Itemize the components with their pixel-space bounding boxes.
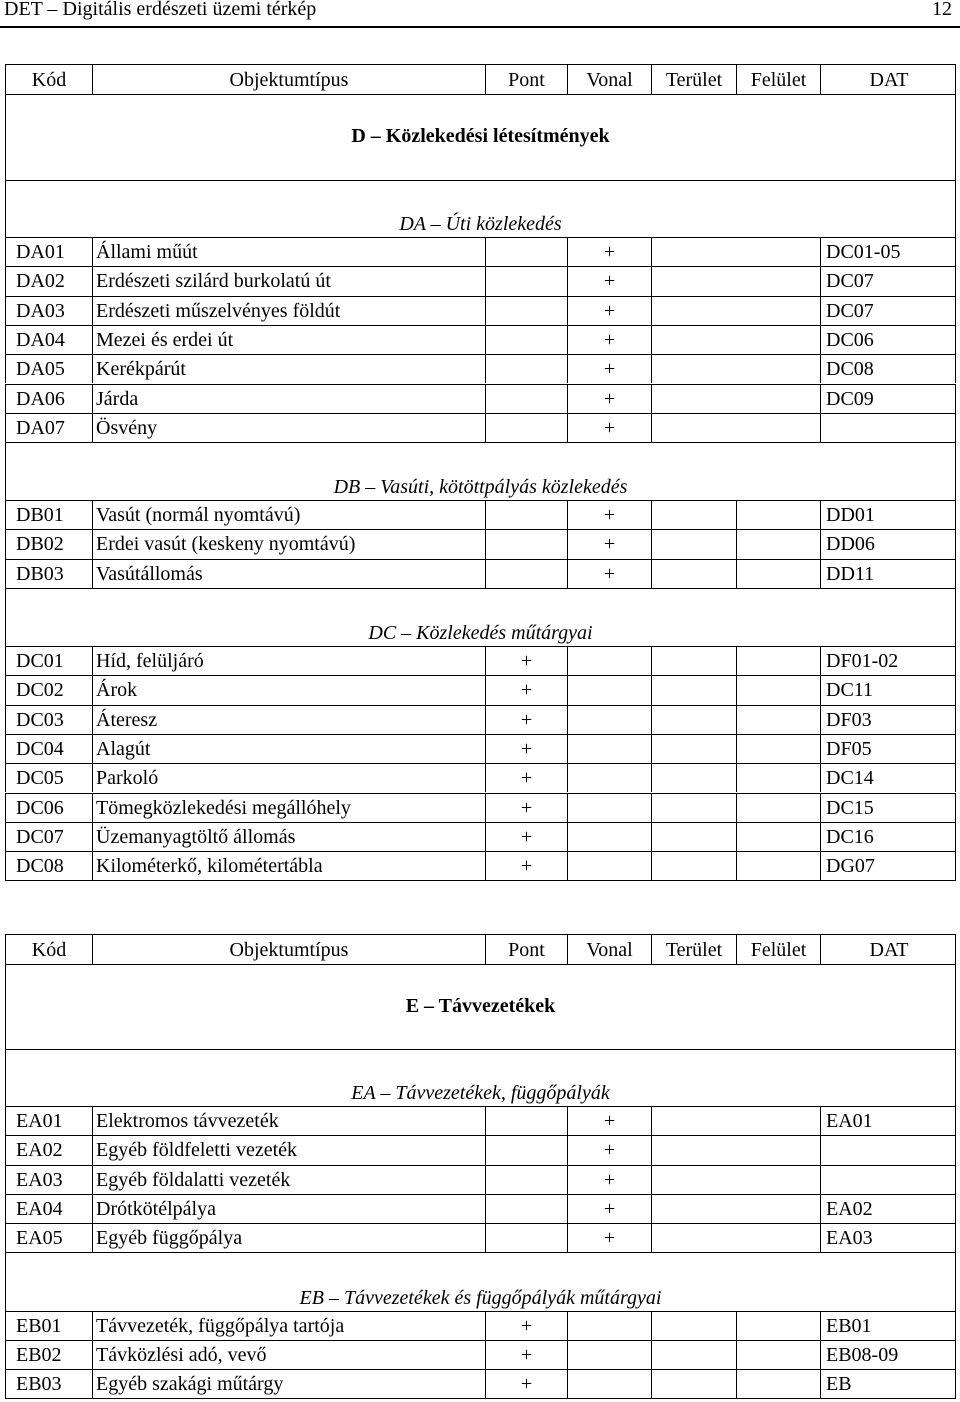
cell-name: Távvezeték, függőpálya tartója: [93, 1312, 486, 1340]
cell-code: DC08: [6, 852, 93, 880]
cell-empty: [737, 1312, 821, 1340]
cell-name: Kerékpárút: [93, 355, 486, 383]
cell-empty: [652, 735, 737, 763]
cell-mark: +: [486, 735, 568, 763]
table-row: [5, 266, 956, 295]
cell-code: EA03: [6, 1166, 93, 1194]
column-header: Objektumtípus: [93, 935, 486, 964]
cell-empty: [652, 267, 821, 295]
cell-empty: [486, 297, 568, 325]
cell-dat: EA03: [826, 1227, 873, 1250]
cell-name: Híd, felüljáró: [93, 647, 486, 675]
table-row: [5, 1223, 956, 1253]
cell-dat: EA01: [826, 1110, 873, 1132]
cell-empty: [652, 238, 821, 266]
cell-empty: [486, 560, 568, 588]
cell-mark: +: [486, 852, 568, 880]
cell-mark: +: [568, 560, 652, 588]
cell-dat: EA02: [826, 1197, 873, 1220]
cell-name: Elektromos távvezeték: [93, 1107, 486, 1135]
cell-mark: +: [568, 355, 652, 383]
cell-empty: [737, 706, 821, 734]
cell-name: Erdei vasút (keskeny nyomtávú): [93, 530, 486, 558]
cell-mark: +: [568, 1195, 652, 1223]
cell-empty: [486, 1224, 568, 1252]
table-row: [5, 646, 956, 675]
cell-name: Üzemanyagtöltő állomás: [93, 823, 486, 851]
cell-dat: EB08-09: [826, 1343, 899, 1366]
cell-mark: +: [568, 1166, 652, 1194]
table-row: [5, 1165, 956, 1194]
cell-name: Drótkötélpálya: [93, 1195, 486, 1223]
cell-code: EA04: [6, 1195, 93, 1223]
cell-name: Erdészeti szilárd burkolatú út: [93, 267, 486, 295]
cell-dat: DC08: [826, 358, 874, 381]
cell-mark: +: [568, 414, 652, 442]
cell-name: Áteresz: [93, 706, 486, 734]
cell-empty: [737, 852, 821, 880]
cell-code: DA02: [6, 267, 93, 295]
cell-empty: [652, 706, 737, 734]
cell-mark: +: [568, 1107, 652, 1135]
cell-code: EB01: [6, 1312, 93, 1340]
cell-mark: +: [568, 501, 652, 529]
table-row: [5, 1106, 956, 1135]
cell-empty: [737, 764, 821, 792]
cell-dat: EB01: [826, 1314, 872, 1337]
cell-code: DC05: [6, 764, 93, 792]
cell-empty: [652, 1370, 737, 1398]
table-row: [5, 559, 956, 589]
cell-empty: [568, 735, 652, 763]
cell-empty: [486, 1195, 568, 1223]
table-row: [5, 793, 956, 822]
table-row: [5, 734, 956, 763]
column-header: DAT: [869, 939, 909, 961]
page-header: [0, 0, 960, 28]
cell-name: Kilométerkő, kilométertábla: [93, 852, 486, 880]
cell-dat: DC07: [826, 270, 874, 293]
cell-empty: [737, 735, 821, 763]
cell-empty: [568, 647, 652, 675]
column-header: Kód: [6, 65, 93, 94]
table-row: [5, 1311, 956, 1340]
cell-mark: +: [568, 238, 652, 266]
cell-name: Egyéb földalatti vezeték: [93, 1166, 486, 1194]
column-header: Terület: [652, 935, 737, 964]
cell-code: EB03: [6, 1370, 93, 1398]
cell-empty: [568, 1312, 652, 1340]
cell-dat: [821, 414, 957, 442]
cell-mark: +: [568, 326, 652, 354]
cell-empty: [486, 501, 568, 529]
cell-dat: DC06: [826, 328, 874, 351]
cell-empty: [652, 764, 737, 792]
column-header: Pont: [486, 65, 568, 94]
document-title: DET – Digitális erdészeti üzemi térkép: [4, 0, 317, 20]
cell-dat: DC09: [826, 387, 874, 410]
cell-empty: [486, 414, 568, 442]
cell-empty: [737, 676, 821, 704]
table-row: [5, 1135, 956, 1164]
cell-empty: [652, 1195, 821, 1223]
cell-empty: [568, 1370, 652, 1398]
subsection-heading: DA – Úti közlekedés: [5, 180, 956, 237]
table-row: [5, 500, 956, 529]
cell-mark: +: [486, 794, 568, 822]
cell-mark: +: [568, 267, 652, 295]
cell-empty: [737, 1370, 821, 1398]
column-header: Felület: [737, 935, 821, 964]
page-number: 12: [932, 0, 952, 20]
cell-name: Egyéb függőpálya: [93, 1224, 486, 1252]
cell-code: DC03: [6, 706, 93, 734]
cell-empty: [486, 1136, 568, 1164]
cell-empty: [652, 385, 821, 413]
table-title: E – Távvezetékek: [5, 965, 956, 1049]
cell-empty: [737, 794, 821, 822]
cell-empty: [652, 1341, 737, 1369]
cell-code: DC02: [6, 676, 93, 704]
cell-empty: [652, 326, 821, 354]
cell-mark: +: [486, 1341, 568, 1369]
cell-name: Erdészeti műszelvényes földút: [93, 297, 486, 325]
cell-empty: [652, 1107, 821, 1135]
table-row: [5, 384, 956, 413]
cell-dat: DC01-05: [826, 241, 901, 263]
cell-name: Egyéb földfeletti vezeték: [93, 1136, 486, 1164]
cell-dat: DD06: [826, 533, 875, 556]
cell-mark: +: [486, 1312, 568, 1340]
column-header: Terület: [652, 65, 737, 94]
cell-dat: DD01: [826, 504, 875, 527]
column-header: Felület: [737, 65, 821, 94]
cell-empty: [568, 823, 652, 851]
cell-name: Mezei és erdei út: [93, 326, 486, 354]
table-row: [5, 413, 956, 443]
cell-name: Egyéb szakági műtárgy: [93, 1370, 486, 1398]
cell-empty: [652, 647, 737, 675]
table-row: [5, 529, 956, 558]
cell-name: Alagút: [93, 735, 486, 763]
cell-dat: [821, 1136, 957, 1164]
table-row: [5, 705, 956, 734]
cell-empty: [652, 823, 737, 851]
cell-code: DA05: [6, 355, 93, 383]
cell-code: DC04: [6, 735, 93, 763]
cell-mark: +: [486, 764, 568, 792]
cell-code: DC07: [6, 823, 93, 851]
cell-dat: DC15: [826, 796, 874, 819]
column-header: Vonal: [568, 935, 652, 964]
cell-empty: [652, 794, 737, 822]
cell-empty: [652, 1136, 821, 1164]
table-row: [5, 763, 956, 792]
cell-dat: DF03: [826, 708, 872, 731]
cell-dat: DC07: [826, 299, 874, 322]
cell-code: DC06: [6, 794, 93, 822]
cell-empty: [652, 530, 737, 558]
cell-empty: [486, 238, 568, 266]
cell-code: DB03: [6, 560, 93, 588]
cell-mark: +: [486, 706, 568, 734]
cell-empty: [486, 355, 568, 383]
cell-mark: +: [568, 1136, 652, 1164]
cell-empty: [737, 560, 821, 588]
cell-code: DA06: [6, 385, 93, 413]
cell-empty: [652, 1166, 821, 1194]
cell-name: Járda: [93, 385, 486, 413]
cell-dat: EB: [826, 1373, 852, 1396]
cell-dat: DD11: [826, 562, 875, 585]
table-row: [5, 675, 956, 704]
cell-mark: +: [568, 530, 652, 558]
cell-empty: [486, 1166, 568, 1194]
table-row: [5, 237, 956, 266]
cell-mark: +: [486, 1370, 568, 1398]
cell-empty: [486, 530, 568, 558]
cell-code: DB01: [6, 501, 93, 529]
cell-empty: [568, 676, 652, 704]
cell-code: DA01: [6, 238, 93, 266]
subsection-heading: EB – Távvezetékek és függőpályák műtárgyai: [5, 1253, 956, 1311]
cell-empty: [652, 676, 737, 704]
column-header: DAT: [869, 69, 909, 91]
cell-code: DA03: [6, 297, 93, 325]
cell-empty: [652, 297, 821, 325]
cell-dat: DF05: [826, 737, 872, 760]
cell-mark: +: [568, 385, 652, 413]
cell-code: EA05: [6, 1224, 93, 1252]
cell-empty: [568, 794, 652, 822]
column-header: Vonal: [568, 65, 652, 94]
cell-code: EA01: [6, 1107, 93, 1135]
cell-name: Távközlési adó, vevő: [93, 1341, 486, 1369]
column-header-row: [5, 934, 956, 965]
cell-dat: [821, 1166, 957, 1194]
column-header: Objektumtípus: [93, 65, 486, 94]
cell-code: DA07: [6, 414, 93, 442]
cell-code: DA04: [6, 326, 93, 354]
cell-empty: [737, 647, 821, 675]
table-row: [5, 325, 956, 354]
table-title: D – Közlekedési létesítmények: [5, 95, 956, 180]
cell-empty: [652, 1224, 821, 1252]
cell-mark: +: [568, 297, 652, 325]
table-row: [5, 1194, 956, 1223]
cell-empty: [652, 560, 737, 588]
cell-name: Árok: [93, 676, 486, 704]
cell-empty: [568, 852, 652, 880]
table-row: [5, 354, 956, 383]
table-row: [5, 1340, 956, 1369]
cell-name: Vasútállomás: [93, 560, 486, 588]
cell-empty: [737, 530, 821, 558]
cell-empty: [737, 501, 821, 529]
cell-empty: [486, 385, 568, 413]
cell-name: Parkoló: [93, 764, 486, 792]
subsection-heading: DB – Vasúti, kötöttpályás közlekedés: [5, 442, 956, 500]
cell-empty: [568, 764, 652, 792]
subsection-heading: EA – Távvezetékek, függőpályák: [5, 1049, 956, 1106]
cell-empty: [568, 706, 652, 734]
cell-mark: +: [568, 1224, 652, 1252]
cell-empty: [652, 1312, 737, 1340]
cell-empty: [737, 823, 821, 851]
cell-dat: DC14: [826, 767, 874, 790]
cell-dat: DG07: [826, 855, 875, 878]
cell-empty: [568, 1341, 652, 1369]
table-row: [5, 851, 956, 881]
cell-code: EB02: [6, 1341, 93, 1369]
cell-code: DB02: [6, 530, 93, 558]
cell-empty: [486, 267, 568, 295]
column-header: Kód: [6, 935, 93, 964]
cell-empty: [486, 1107, 568, 1135]
table-row: [5, 296, 956, 325]
cell-code: EA02: [6, 1136, 93, 1164]
cell-name: Ösvény: [93, 414, 486, 442]
subsection-heading: DC – Közlekedés műtárgyai: [5, 588, 956, 646]
cell-empty: [652, 852, 737, 880]
table-row: [5, 822, 956, 851]
column-header-row: [5, 64, 956, 95]
cell-empty: [652, 501, 737, 529]
cell-mark: +: [486, 647, 568, 675]
cell-name: Tömegközlekedési megállóhely: [93, 794, 486, 822]
cell-code: DC01: [6, 647, 93, 675]
cell-mark: +: [486, 676, 568, 704]
cell-name: Vasút (normál nyomtávú): [93, 501, 486, 529]
cell-empty: [737, 1341, 821, 1369]
cell-empty: [652, 414, 821, 442]
cell-mark: +: [486, 823, 568, 851]
cell-empty: [486, 326, 568, 354]
table-row: [5, 1369, 956, 1399]
cell-dat: DC16: [826, 825, 874, 848]
cell-name: Állami műút: [93, 238, 486, 266]
column-header: Pont: [486, 935, 568, 964]
cell-empty: [652, 355, 821, 383]
cell-dat: DF01-02: [826, 650, 899, 672]
cell-dat: DC11: [826, 679, 874, 702]
